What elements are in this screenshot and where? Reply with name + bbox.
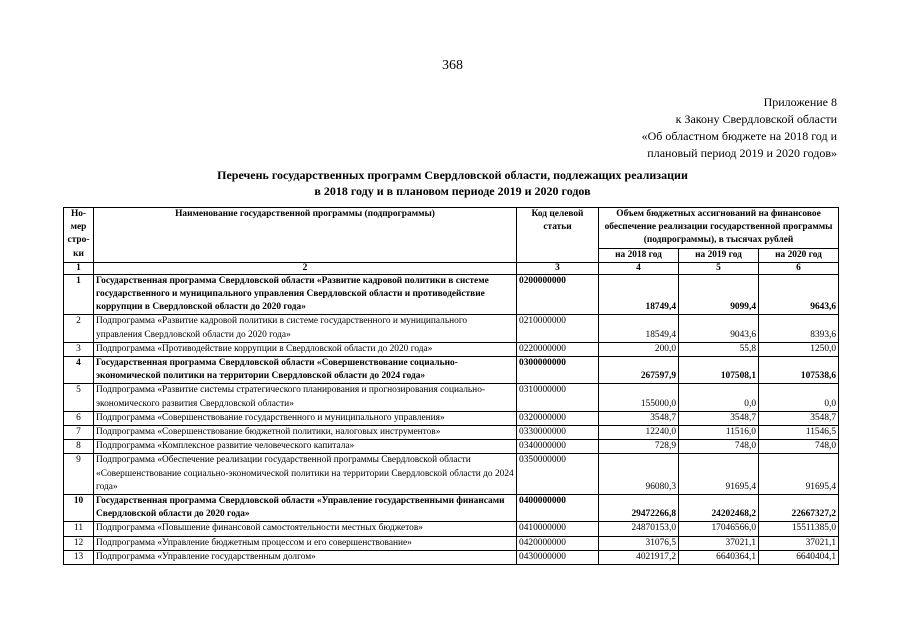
target-code-cell: 0400000000 — [517, 495, 599, 522]
amount-2020-cell: 91695,4 — [759, 454, 839, 495]
amount-2019-cell: 91695,4 — [679, 454, 759, 495]
column-number-row — [64, 262, 839, 274]
amount-2018-cell: 18749,4 — [599, 274, 679, 315]
amount-2019-cell: 9099,4 — [679, 274, 759, 315]
table-row — [64, 550, 839, 564]
amount-2020-cell: 9643,6 — [759, 274, 839, 315]
program-name-cell: Подпрограмма «Развитие системы стратегического планирования и прогнозирования социально-экономического развития Свердловской области» — [94, 384, 517, 411]
amount-2020-cell: 107538,6 — [759, 357, 839, 384]
row-number-cell: 5 — [64, 384, 94, 411]
amount-2020-cell: 1250,0 — [759, 342, 839, 356]
program-name-cell: Государственная программа Свердловской области «Совершенствование социально-экономической политики на территории Свердловской области до 2024 года» — [94, 357, 517, 384]
row-number-cell: 6 — [64, 411, 94, 425]
header-target-code: Код целевой статьи — [517, 208, 599, 263]
target-code-cell: 0410000000 — [517, 522, 599, 536]
amount-2018-cell: 200,0 — [599, 342, 679, 356]
program-name-cell: Подпрограмма «Противодействие коррупции в Свердловской области до 2020 года» — [94, 342, 517, 356]
row-number-cell: 13 — [64, 550, 94, 564]
amount-2020-cell: 8393,6 — [759, 315, 839, 342]
amount-2019-cell: 17046566,0 — [679, 522, 759, 536]
amount-2020-cell: 6640404,1 — [759, 550, 839, 564]
amount-2019-cell: 6640364,1 — [679, 550, 759, 564]
amount-2019-cell: 37021,1 — [679, 536, 759, 550]
table-row — [64, 426, 839, 440]
amount-2019-cell: 24202468,2 — [679, 495, 759, 522]
title-line-2: в 2018 году и в плановом периоде 2019 и 2020 годов — [314, 184, 591, 198]
target-code-cell: 0210000000 — [517, 315, 599, 342]
header-row-number: Но-мер стро-ки — [64, 208, 94, 263]
amount-2018-cell: 24870153,0 — [599, 522, 679, 536]
table-row — [64, 357, 839, 384]
table-row — [64, 454, 839, 495]
amount-2019-cell: 55,8 — [679, 342, 759, 356]
amount-2020-cell: 37021,1 — [759, 536, 839, 550]
amount-2020-cell: 11546,5 — [759, 426, 839, 440]
header-year-2018: на 2018 год — [599, 248, 679, 262]
table-row — [64, 274, 839, 315]
amount-2020-cell: 22667327,2 — [759, 495, 839, 522]
header-year-2020: на 2020 год — [759, 248, 839, 262]
amount-2018-cell: 3548,7 — [599, 411, 679, 425]
row-number-cell: 7 — [64, 426, 94, 440]
amount-2020-cell: 3548,7 — [759, 411, 839, 425]
header-program-name: Наименование государственной программы (подпрограммы) — [94, 208, 517, 263]
amount-2018-cell: 31076,5 — [599, 536, 679, 550]
target-code-cell: 0320000000 — [517, 411, 599, 425]
table-row — [64, 315, 839, 342]
page-number: 368 — [442, 58, 463, 73]
amount-2019-cell: 9043,6 — [679, 315, 759, 342]
program-name-cell: Подпрограмма «Обеспечение реализации государственной программы Свердловской области «Совершенствование социально-экономической политики на территории Свердловской области до 2024 года» — [94, 454, 517, 495]
target-code-cell: 0300000000 — [517, 357, 599, 384]
program-name-cell: Подпрограмма «Развитие кадровой политики в системе государственного и муниципального управления Свердловской области до 2020 года» — [94, 315, 517, 342]
row-number-cell: 12 — [64, 536, 94, 550]
amount-2020-cell: 0,0 — [759, 384, 839, 411]
column-number: 2 — [94, 262, 517, 274]
amount-2018-cell: 29472266,8 — [599, 495, 679, 522]
amount-2020-cell: 15511385,0 — [759, 522, 839, 536]
target-code-cell: 0220000000 — [517, 342, 599, 356]
target-code-cell: 0330000000 — [517, 426, 599, 440]
amount-2019-cell: 11516,0 — [679, 426, 759, 440]
row-number-cell: 9 — [64, 454, 94, 495]
table-row — [64, 522, 839, 536]
row-number-cell: 4 — [64, 357, 94, 384]
amount-2018-cell: 96080,3 — [599, 454, 679, 495]
column-number: 4 — [599, 262, 679, 274]
program-name-cell: Подпрограмма «Комплексное развитие человеческого капитала» — [94, 440, 517, 454]
row-number-cell: 3 — [64, 342, 94, 356]
target-code-cell: 0420000000 — [517, 536, 599, 550]
row-number-cell: 8 — [64, 440, 94, 454]
program-name-cell: Государственная программа Свердловской области «Управление государственными финансами Свердловской области до 2020 года» — [94, 495, 517, 522]
amount-2019-cell: 3548,7 — [679, 411, 759, 425]
table-row — [64, 536, 839, 550]
amount-2018-cell: 155000,0 — [599, 384, 679, 411]
amount-2018-cell: 267597,9 — [599, 357, 679, 384]
program-name-cell: Подпрограмма «Совершенствование государственного и муниципального управления» — [94, 411, 517, 425]
appendix-line-1: Приложение 8 — [763, 95, 837, 109]
column-number: 3 — [517, 262, 599, 274]
program-name-cell: Подпрограмма «Управление бюджетным процессом и его совершенствование» — [94, 536, 517, 550]
table-row — [64, 440, 839, 454]
amount-2019-cell: 0,0 — [679, 384, 759, 411]
column-number: 5 — [679, 262, 759, 274]
appendix-note — [642, 94, 837, 162]
amount-2019-cell: 748,0 — [679, 440, 759, 454]
column-number: 1 — [64, 262, 94, 274]
table-row — [64, 411, 839, 425]
target-code-cell: 0340000000 — [517, 440, 599, 454]
document-title — [0, 167, 905, 199]
header-year-2019: на 2019 год — [679, 248, 759, 262]
program-name-cell: Подпрограмма «Совершенствование бюджетной политики, налоговых инструментов» — [94, 426, 517, 440]
appendix-line-4: плановый период 2019 и 2020 годов» — [647, 146, 837, 160]
target-code-cell: 0350000000 — [517, 454, 599, 495]
appendix-line-3: «Об областном бюджете на 2018 год и — [641, 129, 837, 143]
amount-2019-cell: 107508,1 — [679, 357, 759, 384]
appendix-line-2: к Закону Свердловской области — [675, 112, 837, 126]
amount-2018-cell: 18549,4 — [599, 315, 679, 342]
target-code-cell: 0200000000 — [517, 274, 599, 315]
program-name-cell: Государственная программа Свердловской области «Развитие кадровой политики в системе государственного и муниципального управления Свердловской области и противодействие коррупции в Свердловской области до 2020 года» — [94, 274, 517, 315]
target-code-cell: 0430000000 — [517, 550, 599, 564]
program-name-cell: Подпрограмма «Повышение финансовой самостоятельности местных бюджетов» — [94, 522, 517, 536]
column-number: 6 — [759, 262, 839, 274]
header-budget-volume: Объем бюджетных ассигнований на финансовое обеспечение реализации государственной программы (подпрограммы), в тысячах рублей — [599, 208, 839, 249]
amount-2018-cell: 728,9 — [599, 440, 679, 454]
programs-table — [63, 207, 839, 565]
amount-2018-cell: 12240,0 — [599, 426, 679, 440]
table-row — [64, 342, 839, 356]
row-number-cell: 11 — [64, 522, 94, 536]
row-number-cell: 1 — [64, 274, 94, 315]
amount-2018-cell: 4021917,2 — [599, 550, 679, 564]
amount-2020-cell: 748,0 — [759, 440, 839, 454]
row-number-cell: 2 — [64, 315, 94, 342]
program-name-cell: Подпрограмма «Управление государственным долгом» — [94, 550, 517, 564]
row-number-cell: 10 — [64, 495, 94, 522]
table-body — [64, 274, 839, 564]
title-line-1: Перечень государственных программ Свердловской области, подлежащих реализации — [217, 168, 688, 182]
table-row — [64, 495, 839, 522]
table-row — [64, 384, 839, 411]
target-code-cell: 0310000000 — [517, 384, 599, 411]
